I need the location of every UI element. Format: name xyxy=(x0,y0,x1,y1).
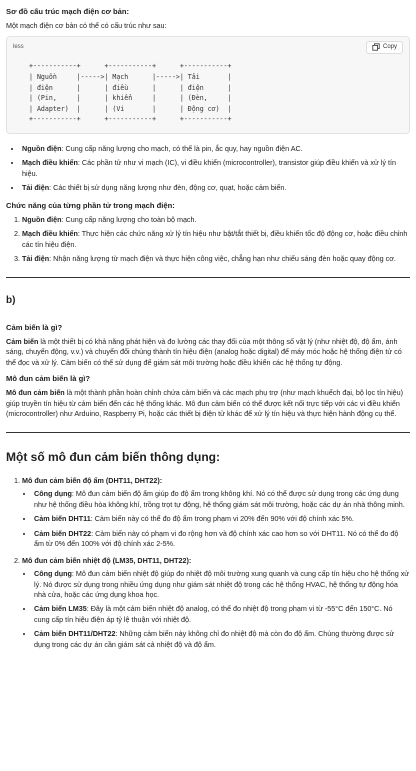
code-line: +-----------+ +-----------+ +-----------+ xyxy=(29,115,232,124)
module-definition: Mô đun cảm biến là một thành phần hoàn chỉnh chứa cảm biến và các mạch phụ trợ (như mạch khuếch đại, bộ lọc tín hiệu) giúp truyền tín hiệu từ cảm biến đến các hệ thống khác. Mô đun cảm biến có thể được kết nối trực tiếp với các vi điều khiển (microcontroller) như Arduino, Raspberry Pi, hoặc các thiết bị điện tử khác để xử lý tín hiệu và thực hiện hành động cụ thể. xyxy=(6,388,404,419)
module-details xyxy=(22,489,410,549)
code-block xyxy=(6,36,410,134)
code-header xyxy=(7,37,409,57)
list-item: • Cảm biến DHT11/DHT22: Những cảm biến này không chỉ đo nhiệt độ mà còn đo độ ẩm. Chúng thường được sử dụng trong các dự án cần giám sát cả nhiệt độ và độ ẩm. xyxy=(34,629,410,650)
module-details xyxy=(22,569,410,650)
list-item: • Cảm biến DHT11: Cảm biến này có thể đo độ ẩm trong phạm vi 20% đến 90% với độ chính xác 5%. xyxy=(34,514,410,524)
function-list xyxy=(6,215,410,265)
code-content[interactable] xyxy=(7,57,409,133)
list-item: 2. Mạch điều khiển: Thực hiện các chức năng xử lý tín hiệu như bật/tắt thiết bị, điều khiển tốc độ động cơ, hoặc điều chỉnh các tín hiệu điện. xyxy=(22,229,410,250)
copy-label: Copy xyxy=(382,44,397,51)
list-item: • Công dụng: Mô đun cảm biến nhiệt độ giúp đo nhiệt độ môi trường xung quanh và cung cấp tín hiệu cho hệ thống xử lý. Nó được sử dụng trong nhiều ứng dụng như giám sát nhiệt độ trong các hệ thống HVAC, hệ thống tự động hóa nhà cửa, hoặc các ứng dụng khoa học. xyxy=(34,569,410,600)
module-item: 1. Mô đun cảm biến độ ẩm (DHT11, DHT22): • Công dụng: Mô đun cảm biến độ ẩm giúp đo độ ẩm trong không khí. Nó có thể được sử dụng trong các ứng dụng như hệ thống điều hòa không khí, trồng trọt tự động, hệ thống giám sát môi trường, hoặc các dự án nhà thông minh. • Cảm biến DHT11: Cảm biến này có thể đo độ ẩm trong phạm vi 20% đến 90% với độ chính xác 5%. • Cảm biến DHT22: Cảm biến này có phạm vi đo rộng hơn và độ chính xác cao hơn so với DHT11. Nó có thể đo độ ẩm từ 0% đến 100% với độ chính xác 2-5%. xyxy=(22,476,410,550)
code-language: less xyxy=(13,44,24,51)
component-list xyxy=(6,144,410,194)
list-item: • Mạch điều khiển: Các phần tử như vi mạch (IC), vi điều khiển (microcontroller), transistor giúp điều khiển và xử lý tín hiệu. xyxy=(22,158,410,179)
code-line: +-----------+ +-----------+ +-----------+ xyxy=(29,62,232,71)
module-question: Mô đun cảm biến là gì? xyxy=(6,374,90,384)
divider xyxy=(6,277,410,278)
function-title: Chức năng của từng phần tử trong mạch điện: xyxy=(6,200,175,210)
intro-text: Một mạch điện cơ bản có thể có cấu trúc như sau: xyxy=(6,21,167,30)
copy-icon xyxy=(372,43,380,51)
module-item: 2. Mô đun cảm biến nhiệt độ (LM35, DHT11, DHT22): • Công dụng: Mô đun cảm biến nhiệt độ giúp đo nhiệt độ môi trường xung quanh và cung cấp tín hiệu cho hệ thống xử lý. Nó được sử dụng trong nhiều ứng dụng như giám sát nhiệt độ trong các hệ thống HVAC, hệ thống tự động hóa nhà cửa, hoặc các ứng dụng khoa học. • Cảm biến LM35: Đây là một cảm biến nhiệt độ analog, có thể đo nhiệt độ trong phạm vi từ -55°C đến 150°C. Nó cung cấp tín hiệu điện áp tỷ lệ thuận với nhiệt độ. • Cảm biến DHT11/DHT22: Những cảm biến này không chỉ đo nhiệt độ mà còn đo độ ẩm. Chúng thường được sử dụng trong các dự án cần giám sát cả nhiệt độ và độ ẩm. xyxy=(22,556,410,651)
code-line: | điện | | điều | | điện | xyxy=(29,83,232,92)
divider xyxy=(6,432,410,433)
code-line: | (Pin, | | khiển | | (Đèn, | xyxy=(29,94,232,103)
list-item: 1. Nguồn điện: Cung cấp năng lượng cho toàn bộ mạch. xyxy=(22,215,410,225)
sensor-question: Cảm biến là gì? xyxy=(6,323,63,332)
modules-title: Một số mô đun cảm biến thông dụng: xyxy=(6,449,220,464)
copy-button[interactable] xyxy=(366,41,403,54)
list-item: • Tải điện: Các thiết bị sử dụng năng lượng như đèn, động cơ, quạt, hoặc cảm biến. xyxy=(22,183,410,193)
section-b-heading: b) xyxy=(6,294,16,306)
list-item: • Cảm biến LM35: Đây là một cảm biến nhiệt độ analog, có thể đo nhiệt độ trong phạm vi từ -55°C đến 150°C. Nó cung cấp tín hiệu điện áp tỷ lệ thuận với nhiệt độ. xyxy=(34,604,410,625)
code-line: | Nguồn |----->| Mạch |----->| Tải | xyxy=(29,73,232,82)
list-item: • Công dụng: Mô đun cảm biến độ ẩm giúp đo độ ẩm trong không khí. Nó có thể được sử dụng trong các ứng dụng như hệ thống điều hòa không khí, trồng trọt tự động, hệ thống giám sát môi trường, hoặc các dự án nhà thông minh. xyxy=(34,489,410,510)
section-title-circuit: Sơ đồ cấu trúc mạch điện cơ bản: xyxy=(6,7,130,16)
sensor-definition: Cảm biến là một thiết bị có khả năng phát hiện và đo lường các thay đổi của một thông số vật lý (như nhiệt độ, độ ẩm, ánh sáng, chuyển động, v.v.) và chuyển đổi chúng thành tín hiệu điện (analog hoặc digital) để máy móc hoặc hệ thống điện tử có thể đọc và xử lý. Cảm biến có thể sử dụng để giám sát môi trường hoặc điều khiển các hệ thống tự động. xyxy=(6,337,402,367)
list-item: • Cảm biến DHT22: Cảm biến này có phạm vi đo rộng hơn và độ chính xác cao hơn so với DHT11. Nó có thể đo độ ẩm từ 0% đến 100% với độ chính xác 2-5%. xyxy=(34,529,410,550)
list-item: 3. Tải điện: Nhận năng lượng từ mạch điện và thực hiện công việc, chẳng hạn như chiếu sáng đèn hoặc quay động cơ. xyxy=(22,254,410,264)
code-line: | Adapter) | | (Vi | | Động cơ) | xyxy=(29,104,232,113)
module-list xyxy=(6,476,410,650)
list-item: • Nguồn điện: Cung cấp năng lượng cho mạch, có thể là pin, ắc quy, hay nguồn điện AC. xyxy=(22,144,410,154)
